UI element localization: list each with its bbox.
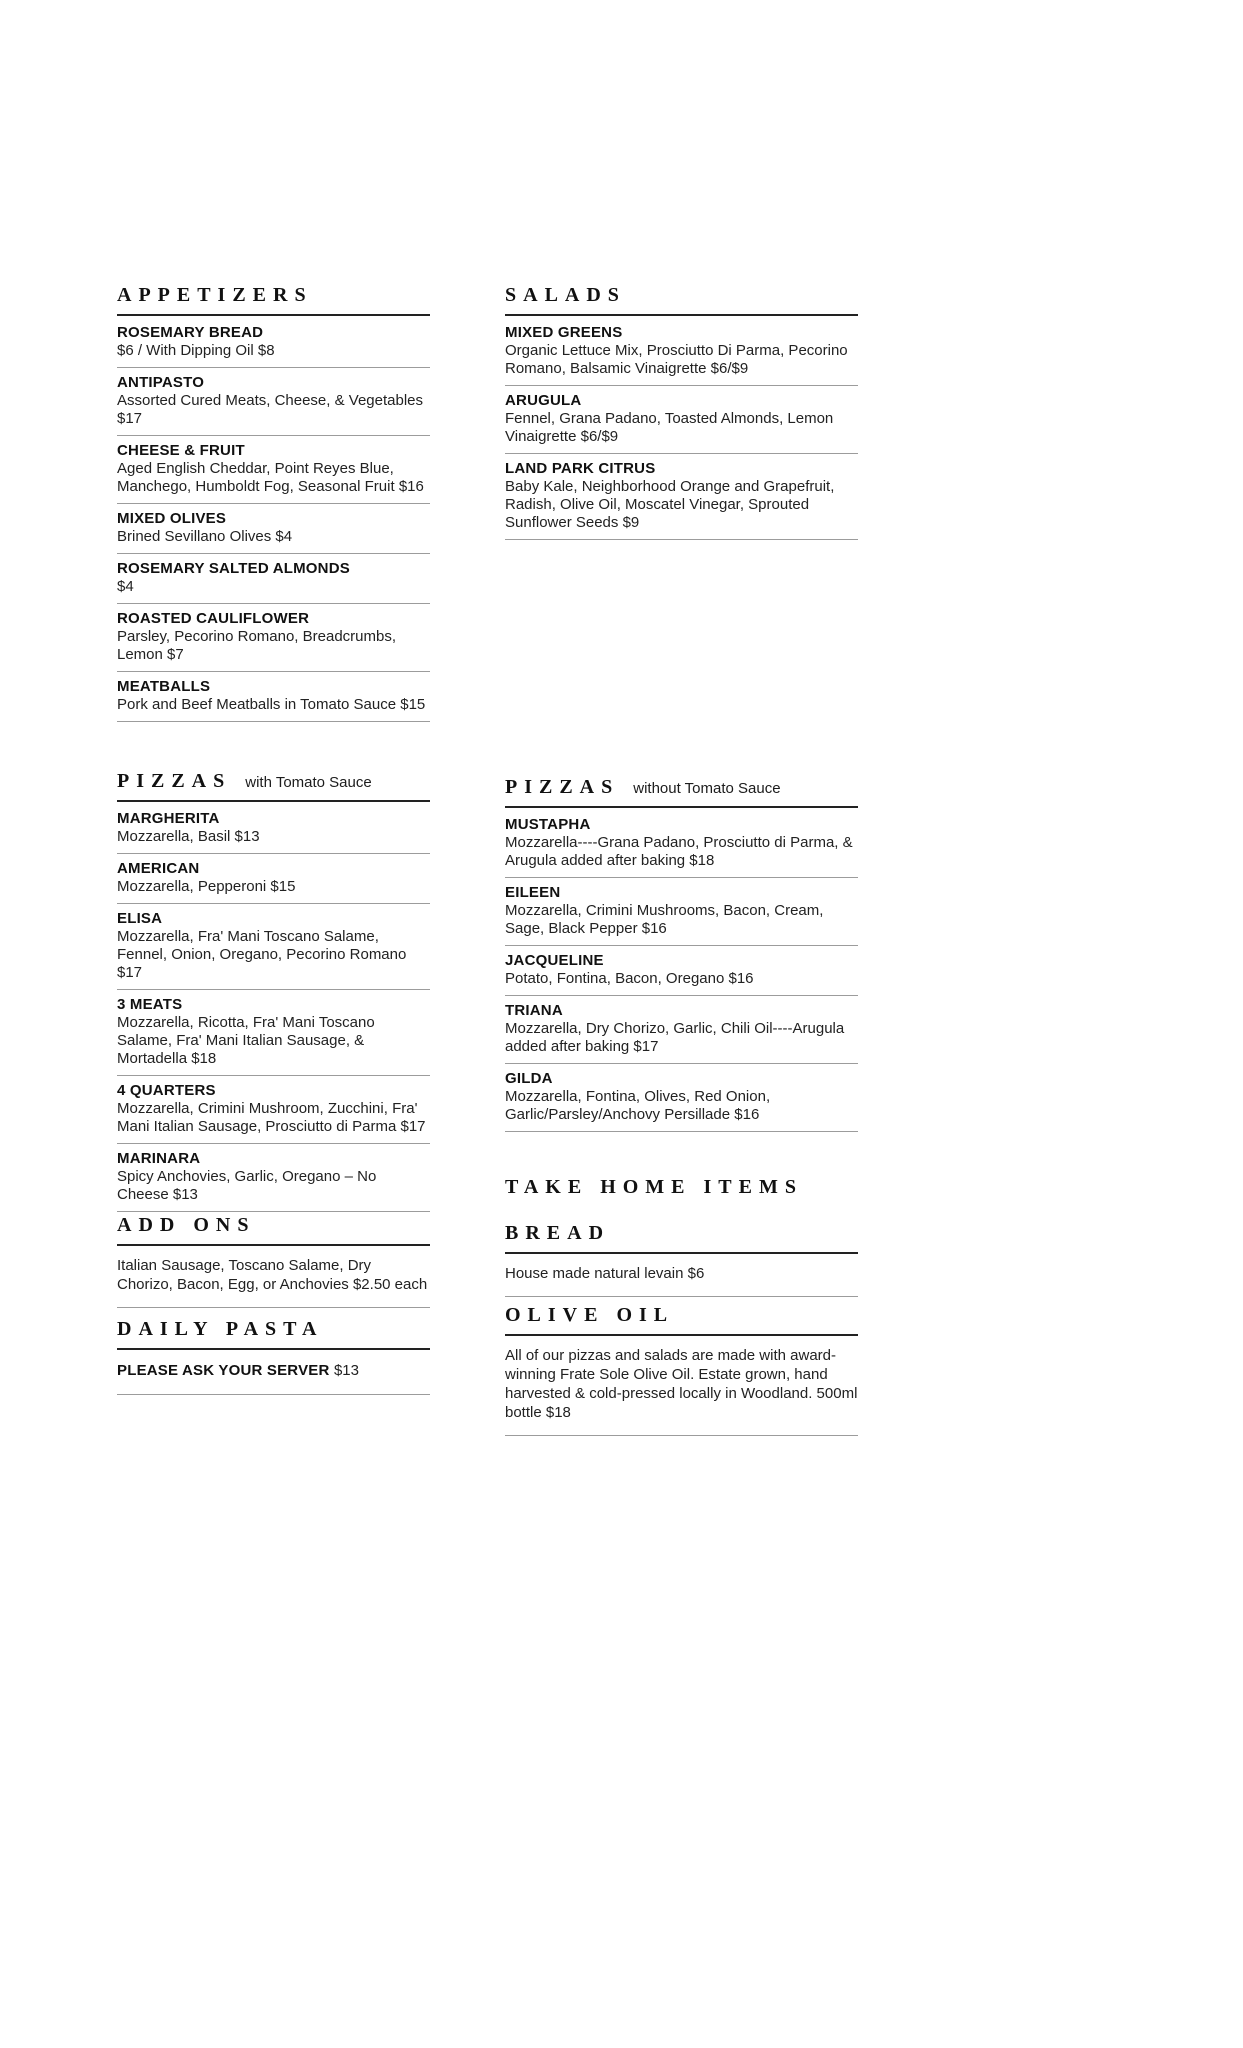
section-title: DAILY PASTA <box>117 1318 324 1340</box>
menu-item-name: ROSEMARY BREAD <box>117 324 264 341</box>
section-bread <box>505 1222 858 1297</box>
menu-item-desc: Spicy Anchovies, Garlic, Oregano – No Cheese $13 <box>117 1168 377 1203</box>
menu-item <box>117 1076 430 1144</box>
menu-item <box>505 386 858 454</box>
section-header <box>505 1222 858 1254</box>
menu-item-name: MUSTAPHA <box>505 816 591 833</box>
section-text: House made natural levain $6 <box>505 1254 858 1297</box>
menu-item <box>505 996 858 1064</box>
menu-item-desc: Mozzarella, Basil $13 <box>117 828 260 845</box>
menu-item-name: MIXED OLIVES <box>117 510 227 527</box>
section-daily-pasta <box>117 1318 430 1395</box>
section-title: BREAD <box>505 1222 611 1244</box>
menu-item-name: ROASTED CAULIFLOWER <box>117 610 310 627</box>
section-header <box>505 284 858 316</box>
menu-item-name: JACQUELINE <box>505 952 604 969</box>
section-subtitle: without Tomato Sauce <box>633 780 781 797</box>
menu-item-desc: Mozzarella, Fontina, Olives, Red Onion, Garlic/Parsley/Anchovy Persillade $16 <box>505 1088 771 1123</box>
menu-item-name: 4 QUARTERS <box>117 1082 216 1099</box>
menu-item-name: 3 MEATS <box>117 996 183 1013</box>
section-header <box>505 1304 858 1336</box>
menu-item <box>117 436 430 504</box>
menu-item <box>117 318 430 368</box>
menu-item-desc: Mozzarella, Pepperoni $15 <box>117 878 296 895</box>
menu-item-desc: Potato, Fontina, Bacon, Oregano $16 <box>505 970 754 987</box>
section-title: ADD ONS <box>117 1214 256 1236</box>
menu-item-desc: Mozzarella, Fra' Mani Toscano Salame, Fennel, Onion, Oregano, Pecorino Romano $17 <box>117 928 407 981</box>
menu-item-desc: Mozzarella----Grana Padano, Prosciutto di Parma, & Arugula added after baking $18 <box>505 834 853 869</box>
section-header <box>117 1318 430 1350</box>
menu-item-name: MARINARA <box>117 1150 201 1167</box>
menu-item-desc: Mozzarella, Ricotta, Fra' Mani Toscano Salame, Fra' Mani Italian Sausage, & Mortadella $18 <box>117 1014 375 1067</box>
menu-item-name: TRIANA <box>505 1002 563 1019</box>
menu-item-name: AMERICAN <box>117 860 200 877</box>
section-title: TAKE HOME ITEMS <box>505 1176 803 1198</box>
section-text: All of our pizzas and salads are made with award-winning Frate Sole Olive Oil. Estate grown, hand harvested & cold-pressed locally in Woodland. 500ml bottle $18 <box>505 1336 858 1436</box>
section-header <box>505 1176 858 1199</box>
section-take-home-items <box>505 1176 858 1199</box>
menu-item <box>117 672 430 722</box>
section-title: SALADS <box>505 284 626 306</box>
menu-item <box>117 1350 430 1395</box>
menu-item-desc: $6 / With Dipping Oil $8 <box>117 342 275 359</box>
section-header <box>117 284 430 316</box>
menu-item-desc: Baby Kale, Neighborhood Orange and Grapefruit, Radish, Olive Oil, Moscatel Vinegar, Sprouted Sunflower Seeds $9 <box>505 478 835 531</box>
menu-item-name: ANTIPASTO <box>117 374 205 391</box>
menu-item <box>505 810 858 878</box>
menu-item-name: ELISA <box>117 910 163 927</box>
menu-item-desc: Organic Lettuce Mix, Prosciutto Di Parma, Pecorino Romano, Balsamic Vinaigrette $6/$9 <box>505 342 848 377</box>
menu-item-desc: Mozzarella, Crimini Mushroom, Zucchini, Fra' Mani Italian Sausage, Prosciutto di Parma $17 <box>117 1100 426 1135</box>
menu-item <box>117 904 430 990</box>
menu-item-name: MIXED GREENS <box>505 324 623 341</box>
menu-item-desc: Parsley, Pecorino Romano, Breadcrumbs, Lemon $7 <box>117 628 397 663</box>
menu-item-name: MEATBALLS <box>117 678 211 695</box>
section-header <box>505 776 858 808</box>
menu-item-desc: Fennel, Grana Padano, Toasted Almonds, Lemon Vinaigrette $6/$9 <box>505 410 834 445</box>
section-salads <box>505 284 858 540</box>
section-pizzas-with-tomato-sauce <box>117 770 430 1212</box>
menu-item <box>117 854 430 904</box>
menu-item-desc: Assorted Cured Meats, Cheese, & Vegetables $17 <box>117 392 424 427</box>
menu-items <box>117 318 430 722</box>
menu-item <box>117 804 430 854</box>
section-title: PIZZAS <box>117 770 232 792</box>
menu-items <box>505 810 858 1132</box>
menu-item <box>505 878 858 946</box>
menu-item <box>505 1064 858 1132</box>
section-text: Italian Sausage, Toscano Salame, Dry Chorizo, Bacon, Egg, or Anchovies $2.50 each <box>117 1246 430 1308</box>
menu-item-desc: Aged English Cheddar, Point Reyes Blue, Manchego, Humboldt Fog, Seasonal Fruit $16 <box>117 460 424 495</box>
menu-item <box>505 454 858 540</box>
menu-item-price: $13 <box>333 1362 359 1379</box>
section-header <box>117 1214 430 1246</box>
menu-item-name: MARGHERITA <box>117 810 220 827</box>
menu-item <box>117 1144 430 1212</box>
menu-item-desc: Mozzarella, Dry Chorizo, Garlic, Chili Oil----Arugula added after baking $17 <box>505 1020 845 1055</box>
section-subtitle: with Tomato Sauce <box>245 774 372 791</box>
menu-item <box>117 604 430 672</box>
section-title: OLIVE OIL <box>505 1304 675 1326</box>
menu-item-name: LAND PARK CITRUS <box>505 460 656 477</box>
menu-item <box>117 554 430 604</box>
section-title: APPETIZERS <box>117 284 313 306</box>
menu-item <box>505 318 858 386</box>
menu-item-desc: Mozzarella, Crimini Mushrooms, Bacon, Cream, Sage, Black Pepper $16 <box>505 902 824 937</box>
menu-items <box>505 318 858 540</box>
menu-item-desc: $4 <box>117 578 134 595</box>
section-appetizers <box>117 284 430 722</box>
section-title: PIZZAS <box>505 776 620 798</box>
section-olive-oil <box>505 1304 858 1436</box>
menu-item-name: ARUGULA <box>505 392 582 409</box>
menu-item-name: CHEESE & FRUIT <box>117 442 245 459</box>
menu-item-desc: Brined Sevillano Olives $4 <box>117 528 293 545</box>
menu-item-name: ROSEMARY SALTED ALMONDS <box>117 560 350 577</box>
menu-item <box>117 504 430 554</box>
menu-item <box>505 946 858 996</box>
menu-item-name: EILEEN <box>505 884 561 901</box>
menu-items <box>117 804 430 1212</box>
menu-item-name: PLEASE ASK YOUR SERVER <box>117 1362 330 1379</box>
section-pizzas-without-tomato-sauce <box>505 776 858 1132</box>
section-add-ons <box>117 1214 430 1308</box>
menu-item-desc: Pork and Beef Meatballs in Tomato Sauce $15 <box>117 696 426 713</box>
menu-item <box>117 990 430 1076</box>
menu-item <box>117 368 430 436</box>
menu-item-name: GILDA <box>505 1070 553 1087</box>
section-header <box>117 770 430 802</box>
